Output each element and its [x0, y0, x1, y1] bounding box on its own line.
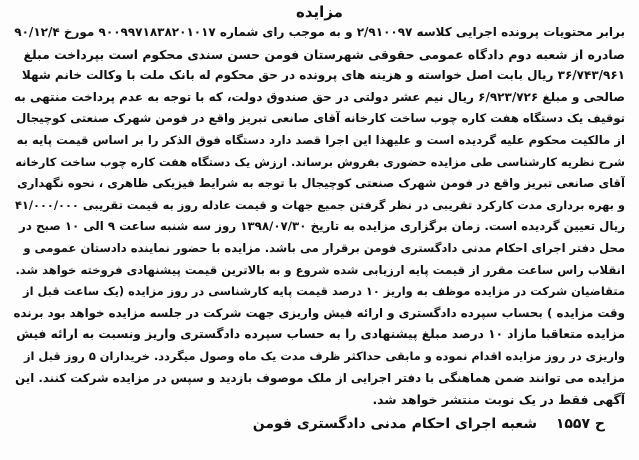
notice-line: و بهره برداری مدت کارکرد تقریبی در نظر گرفتن جمیع جهات و قیمت عادله روز به قیمت تقریبی ۴۱/۰۰۰/۰۰۰ [14, 197, 625, 212]
notice-line: ریال تعیین گردیده است. زمان برگزاری مزایده به تاریخ ۱۳۹۸/۰۷/۳۰ روز سه شنبه ساعت ۹ الی ۱۰ صبح در [19, 219, 625, 234]
notice-signature: شعبه اجرای احکام مدنی دادگستری فومن [252, 415, 537, 432]
notice-title: مزایده [296, 3, 343, 21]
notice-line: محل دفتر اجرای احکام مدنی دادگستری فومن برقرار می باشد. مزایده با حضور نماینده دادستان عمومی و [23, 240, 625, 255]
notice-line: مزایده می توانند ضمن هماهنگی با دفتر اجرایی از ملک موصوف بازدید و سپس در مزایده شرکت کنند. این [15, 370, 625, 385]
notice-line: از مالکیت محکوم علیه گردیده است و علیهذا این اجرا قصد دارد دستگاه فوق الذکر را بر اساس قیمت پایه به [16, 132, 625, 147]
notice-footer [14, 414, 625, 434]
notice-line: وقت مزایده ) بحساب سپرده دادگستری و ارائه فیش واریزی جهت شرکت در جلسه مزایده خواهد بود برنده [14, 305, 625, 320]
notice-line: ۳۶/۷۴۳/۹۶۱ ریال بابت اصل خواسته و هزینه های پرونده در حق محکوم له بانک ملت با وکالت خانم شهلا [21, 68, 625, 83]
notice-line: صادره از شعبه دوم دادگاه عمومی حقوقی شهرستان فومن حسن سندی محکوم است بپرداخت مبلغ [23, 46, 625, 62]
notice-body [14, 22, 625, 411]
notice-line: برابر محتویات پرونده اجرایی کلاسه ۲/۹۱۰۰۹۷ و به موجب رای شماره ۹۰۰۹۹۷۱۸۳۸۲۰۱۰۱۷ مورخ ۹۰/۱۲/۴ [14, 25, 625, 39]
notice-line: آگهی فقط در یک نوبت منتشر خواهد شد. [372, 392, 625, 408]
notice-line: آقای صانعی تبریز واقع در فومن شهرک صنعتی کوچیجال با توجه به شرایط فیزیکی ظاهری ، نحوه نگهداری [17, 176, 625, 191]
notice-line: مزایده متعاقبا مازاد ۱۰ درصد مبلغ پیشنهادی را به حساب سپرده دادگستری واریز ونسبت به ارائه فیش [16, 327, 625, 342]
notice-line: واریزی در روز مزایده اقدام نموده و مابقی حداکثر ظرف مدت یک ماه وصول میگردد. خریداران ۵ روز قبل از [24, 348, 625, 363]
notice-line: توقیف یک دستگاه هفت کاره چوب ساخت کارخانه آقای صانعی تبریز واقع در فومن شهرک صنعتی کوچیجال [16, 111, 625, 126]
notice-line: انقلاب راس ساعت مقرر از قیمت پایه ارزیابی شده شروع و به بالاترین قیمت پیشنهادی فروخته خواهد شد. [15, 262, 625, 277]
notice-line: صالحی و مبلغ ۶/۹۲۳/۷۲۶ ریال نیم عشر دولتی در حق صندوق دولت، که با توجه به عدم پرداخت منتهی به [14, 89, 625, 104]
notice-line: متقاضیان شرکت در مزایده موظف به واریز ۱۰ درصد قیمت پایه کارشناسی در روز مزایده (یک ساعت قبل از [23, 284, 625, 299]
notice-line: شرح نظریه کارشناسی طی مزایده حضوری بفروش برساند. ارزش یک دستگاه هفت کاره چوب ساخت کارخانه [15, 154, 625, 169]
notice-code: ح ۱۵۵۷ [555, 415, 605, 432]
